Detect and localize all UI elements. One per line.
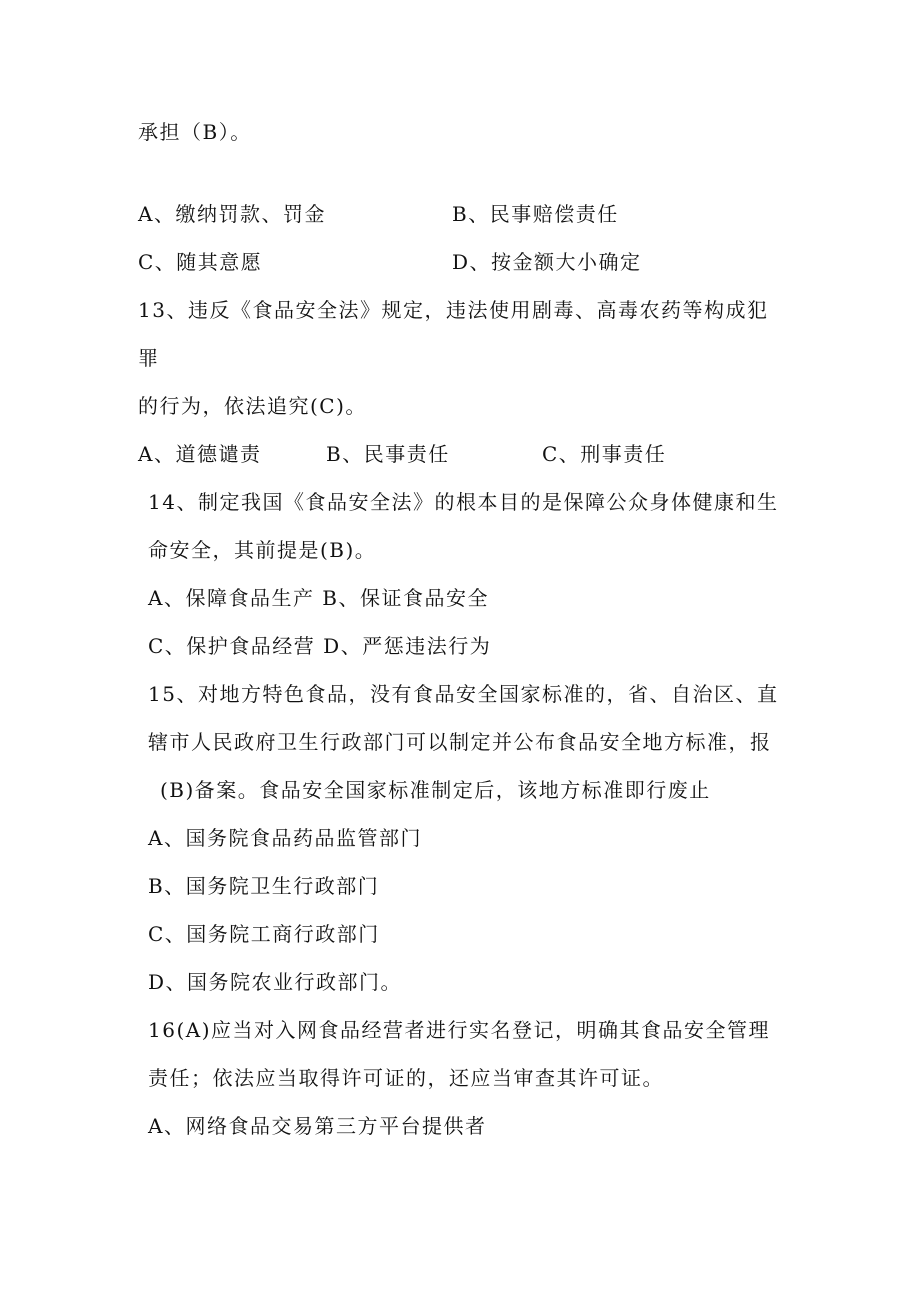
question-12-stem-end: 承担（B）。	[138, 120, 252, 144]
question-14-stem: 14、制定我国《食品安全法》的根本目的是保障公众身体健康和生	[148, 490, 779, 514]
option-d: D、国务院农业行政部门。	[148, 970, 403, 994]
option-c: C、国务院工商行政部门	[148, 922, 380, 946]
option-a: A、国务院食品药品监管部门	[148, 826, 422, 850]
option-c: C、刑事责任	[542, 442, 667, 466]
question-13-stem: 13、违反《食品安全法》规定，违法使用剧毒、高毒农药等构成犯	[138, 298, 769, 322]
option-b: B、民事赔偿责任	[452, 202, 619, 226]
question-13-stem-end: 的行为，依法追究(C)。	[138, 394, 367, 418]
question-13-stem-wrap: 罪	[138, 346, 160, 370]
question-16-stem: 16(A)应当对入网食品经营者进行实名登记，明确其食品安全管理	[148, 1018, 770, 1042]
option-c: C、随其意愿	[138, 250, 263, 274]
question-14-stem-end: 命安全，其前提是(B)。	[148, 538, 377, 562]
question-15-stem-end: (B)备案。食品安全国家标准制定后，该地方标准即行废止	[160, 778, 711, 802]
option-b: B、民事责任	[326, 442, 450, 466]
options-ab: A、保障食品生产 B、保证食品安全	[148, 586, 489, 610]
question-15-stem: 15、对地方特色食品，没有食品安全国家标准的，省、自治区、直	[148, 682, 779, 706]
options-cd: C、保护食品经营 D、严惩违法行为	[148, 634, 492, 658]
option-b: B、国务院卫生行政部门	[148, 874, 380, 898]
question-15-stem-cont: 辖市人民政府卫生行政部门可以制定并公布食品安全地方标准，报	[148, 730, 772, 754]
option-d: D、按金额大小确定	[452, 250, 642, 274]
option-a: A、缴纳罚款、罚金	[138, 202, 326, 226]
option-a: A、网络食品交易第三方平台提供者	[148, 1114, 487, 1138]
option-a: A、道德谴责	[138, 442, 262, 466]
question-16-stem-end: 责任；依法应当取得许可证的，还应当审查其许可证。	[148, 1066, 664, 1090]
